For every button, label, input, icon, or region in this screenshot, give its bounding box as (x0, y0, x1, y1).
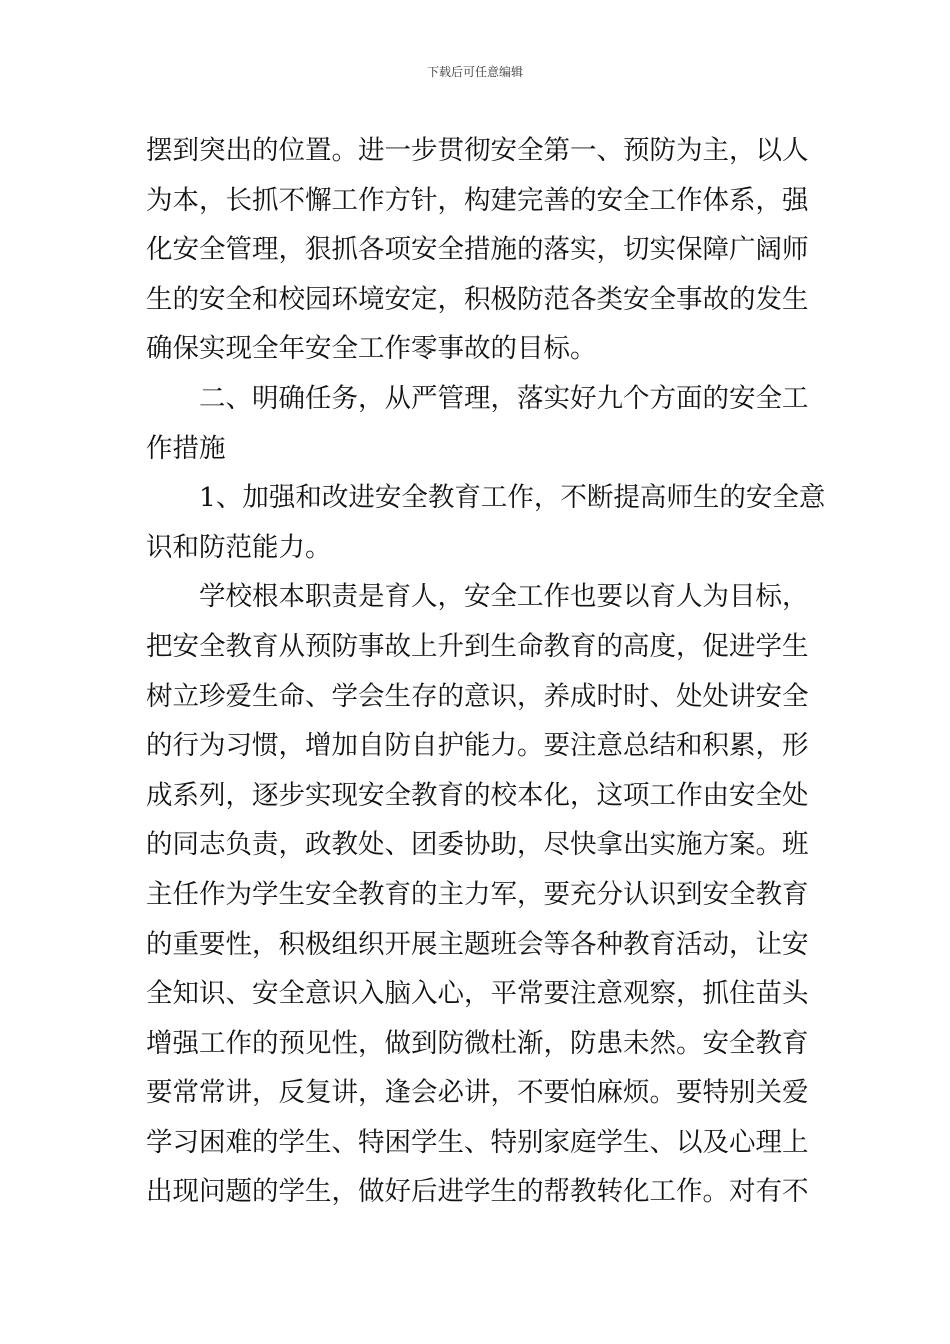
text-line: 为本，长抓不懈工作方针，构建完善的安全工作体系，强 (146, 184, 809, 216)
text-line: 摆到突出的位置。进一步贯彻安全第一、预防为主，以人 (146, 135, 809, 166)
text-line: 成系列，逐步实现安全教育的校本化，这项工作由安全处 (146, 779, 809, 811)
text-line: 学习困难的学生、特困学生、特别家庭学生、以及心理上 (146, 1126, 809, 1158)
section-heading-line: 作措施 (146, 432, 226, 464)
page-header-note: 下载后可任意编辑 (426, 65, 523, 79)
text-line: 把安全教育从预防事故上升到生命教育的高度，促进学生 (146, 630, 809, 662)
text-line: 树立珍爱生命、学会生存的意识，养成时时、处处讲安全 (146, 680, 809, 712)
text-line: 的同志负责，政教处、团委协助，尽快拿出实施方案。班 (146, 829, 809, 861)
section-heading-line: 二、明确任务，从严管理，落实好九个方面的安全工 (199, 382, 809, 414)
text-line: 化安全管理，狠抓各项安全措施的落实，切实保障广阔师 (146, 234, 809, 266)
text-line: 的重要性，积极组织开展主题班会等各种教育活动，让安 (146, 928, 809, 960)
document-body (146, 126, 826, 1217)
text-line: 生的安全和校园环境安定，积极防范各类安全事故的发生 (146, 283, 809, 315)
subsection-heading-line: 1、加强和改进安全教育工作，不断提高师生的安全意 (199, 482, 826, 514)
text-line: 要常常讲，反复讲，逢会必讲，不要怕麻烦。要特别关爱 (146, 1077, 809, 1109)
text-line: 主任作为学生安全教育的主力军，要充分认识到安全教育 (146, 878, 809, 910)
subsection-heading-line: 识和防范能力。 (146, 531, 332, 563)
text-line: 的行为习惯，增加自防自护能力。要注意总结和积累，形 (146, 730, 809, 762)
text-line: 学校根本职责是育人，安全工作也要以育人为目标， (199, 581, 809, 613)
text-line: 增强工作的预见性，做到防微杜渐，防患未然。安全教育 (146, 1027, 809, 1059)
text-line: 出现问题的学生，做好后进学生的帮教转化工作。对有不 (146, 1176, 809, 1208)
text-line: 全知识、安全意识入脑入心，平常要注意观察，抓住苗头 (146, 978, 809, 1010)
text-line: 确保实现全年安全工作零事故的目标。 (146, 333, 597, 365)
